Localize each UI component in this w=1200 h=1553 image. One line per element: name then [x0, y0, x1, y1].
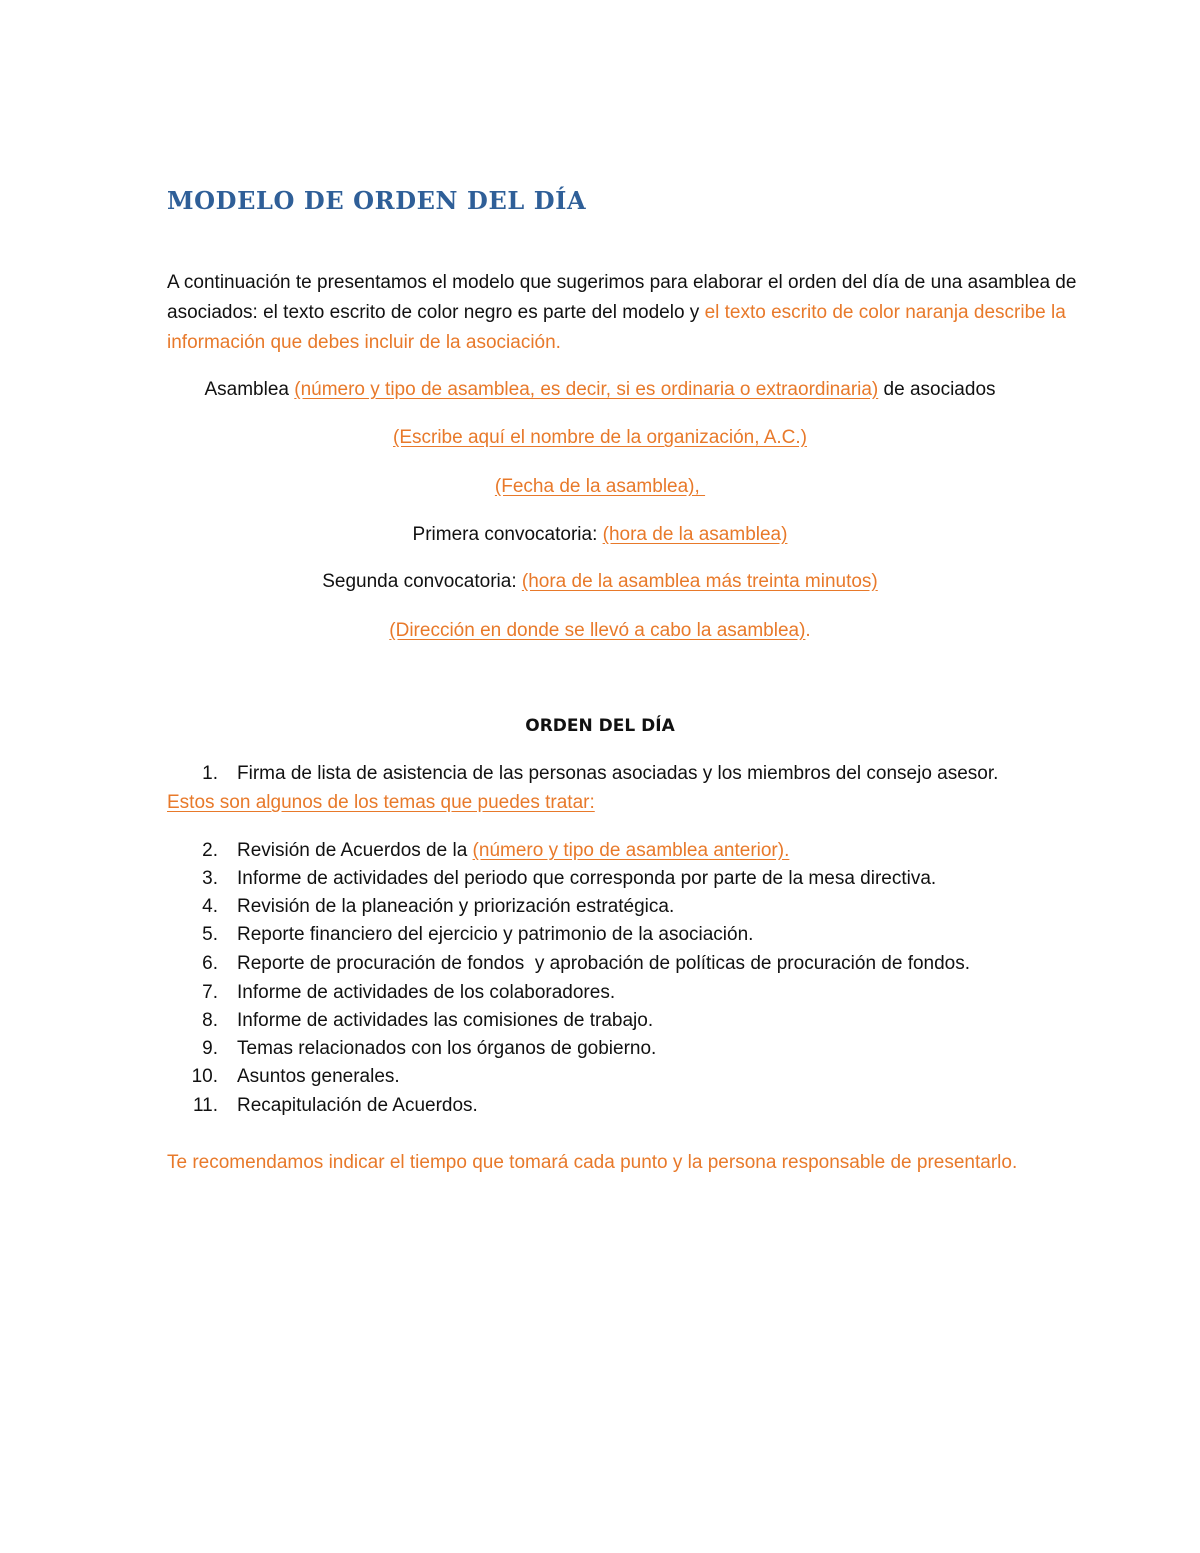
agenda-item-number: 3. [202, 868, 218, 889]
asamblea-suffix: de asociados [878, 379, 996, 400]
intro-orange-text: el texto escrito de color naranja describe la [704, 302, 1066, 323]
agenda-item-text: Firma de lista de asistencia de las personas asociadas y los miembros del consejo asesor. [237, 763, 999, 784]
recommendation-note: Te recomendamos indicar el tiempo que tomará cada punto y la persona responsable de presentarlo. [167, 1152, 1018, 1173]
agenda-item [167, 924, 753, 946]
agenda-item-text: Revisión de la planeación y priorización estratégica. [237, 896, 675, 917]
agenda-item-text: Informe de actividades las comisiones de trabajo. [237, 1010, 654, 1031]
agenda-heading: ORDEN DEL DÍA [525, 716, 675, 736]
asamblea-placeholder: (número y tipo de asamblea, es decir, si es ordinaria o extraordinaria) [294, 379, 879, 400]
intro-line-3: información que debes incluir de la asociación. [167, 332, 561, 353]
intro-line-2 [167, 302, 1066, 324]
agenda-item [167, 1066, 400, 1088]
organization-line [0, 427, 1200, 449]
agenda-item-number: 7. [202, 982, 218, 1003]
second-call-label: Segunda convocatoria: [322, 571, 522, 592]
agenda-item [167, 1038, 656, 1060]
agenda-item-number: 4. [202, 896, 218, 917]
agenda-item-number: 11. [192, 1095, 218, 1116]
agenda-item-number: 6. [202, 953, 218, 974]
agenda-item-text: Reporte de procuración de fondos y aprobación de políticas de procuración de fondos. [237, 953, 971, 974]
intro-black-text: asociados: el texto escrito de color negro es parte del modelo y [167, 302, 705, 323]
agenda-item-text: Informe de actividades del periodo que corresponda por parte de la mesa directiva. [237, 868, 937, 889]
agenda-item-text: Asuntos generales. [237, 1066, 400, 1087]
agenda-item-placeholder: (número y tipo de asamblea anterior). [472, 840, 790, 861]
intro-line-1: A continuación te presentamos el modelo que sugerimos para elaborar el orden del día de una asamblea de [167, 272, 1077, 293]
agenda-item [167, 763, 998, 785]
page-title: MODELO DE ORDEN DEL DÍA [167, 186, 587, 215]
agenda-item-number: 2. [202, 840, 218, 861]
agenda-item-text: Reporte financiero del ejercicio y patrimonio de la asociación. [237, 924, 754, 945]
first-call-line [0, 524, 1200, 546]
organization-placeholder: (Escribe aquí el nombre de la organización, A.C.) [393, 427, 807, 448]
agenda-item [167, 1010, 653, 1032]
date-placeholder: (Fecha de la asamblea), [494, 476, 706, 497]
agenda-item-text: Temas relacionados con los órganos de gobierno. [237, 1038, 657, 1059]
agenda-item [167, 868, 936, 890]
agenda-item [167, 840, 789, 862]
asamblea-line [0, 379, 1200, 401]
agenda-item-text: Informe de actividades de los colaboradores. [237, 982, 616, 1003]
agenda-item [167, 1095, 478, 1117]
asamblea-prefix: Asamblea [204, 379, 295, 400]
second-call-line [0, 571, 1200, 593]
agenda-item-text: Recapitulación de Acuerdos. [237, 1095, 478, 1116]
address-suffix: . [805, 620, 811, 641]
second-call-placeholder: (hora de la asamblea más treinta minutos) [521, 571, 878, 592]
topics-note: Estos son algunos de los temas que puedes tratar: [167, 792, 595, 813]
agenda-item [167, 953, 970, 975]
first-call-label: Primera convocatoria: [412, 524, 603, 545]
agenda-item-text: Revisión de Acuerdos de la [237, 840, 473, 861]
agenda-item [167, 896, 674, 918]
first-call-placeholder: (hora de la asamblea) [602, 524, 788, 545]
agenda-item [167, 982, 615, 1004]
agenda-item-number: 10. [191, 1066, 218, 1087]
agenda-item-number: 1. [202, 763, 218, 784]
agenda-item-number: 9. [202, 1038, 218, 1059]
agenda-item-number: 5. [202, 924, 218, 945]
date-line [0, 476, 1200, 498]
address-placeholder: (Dirección en donde se llevó a cabo la asamblea) [389, 620, 806, 641]
agenda-item-number: 8. [202, 1010, 218, 1031]
address-line [0, 620, 1200, 642]
